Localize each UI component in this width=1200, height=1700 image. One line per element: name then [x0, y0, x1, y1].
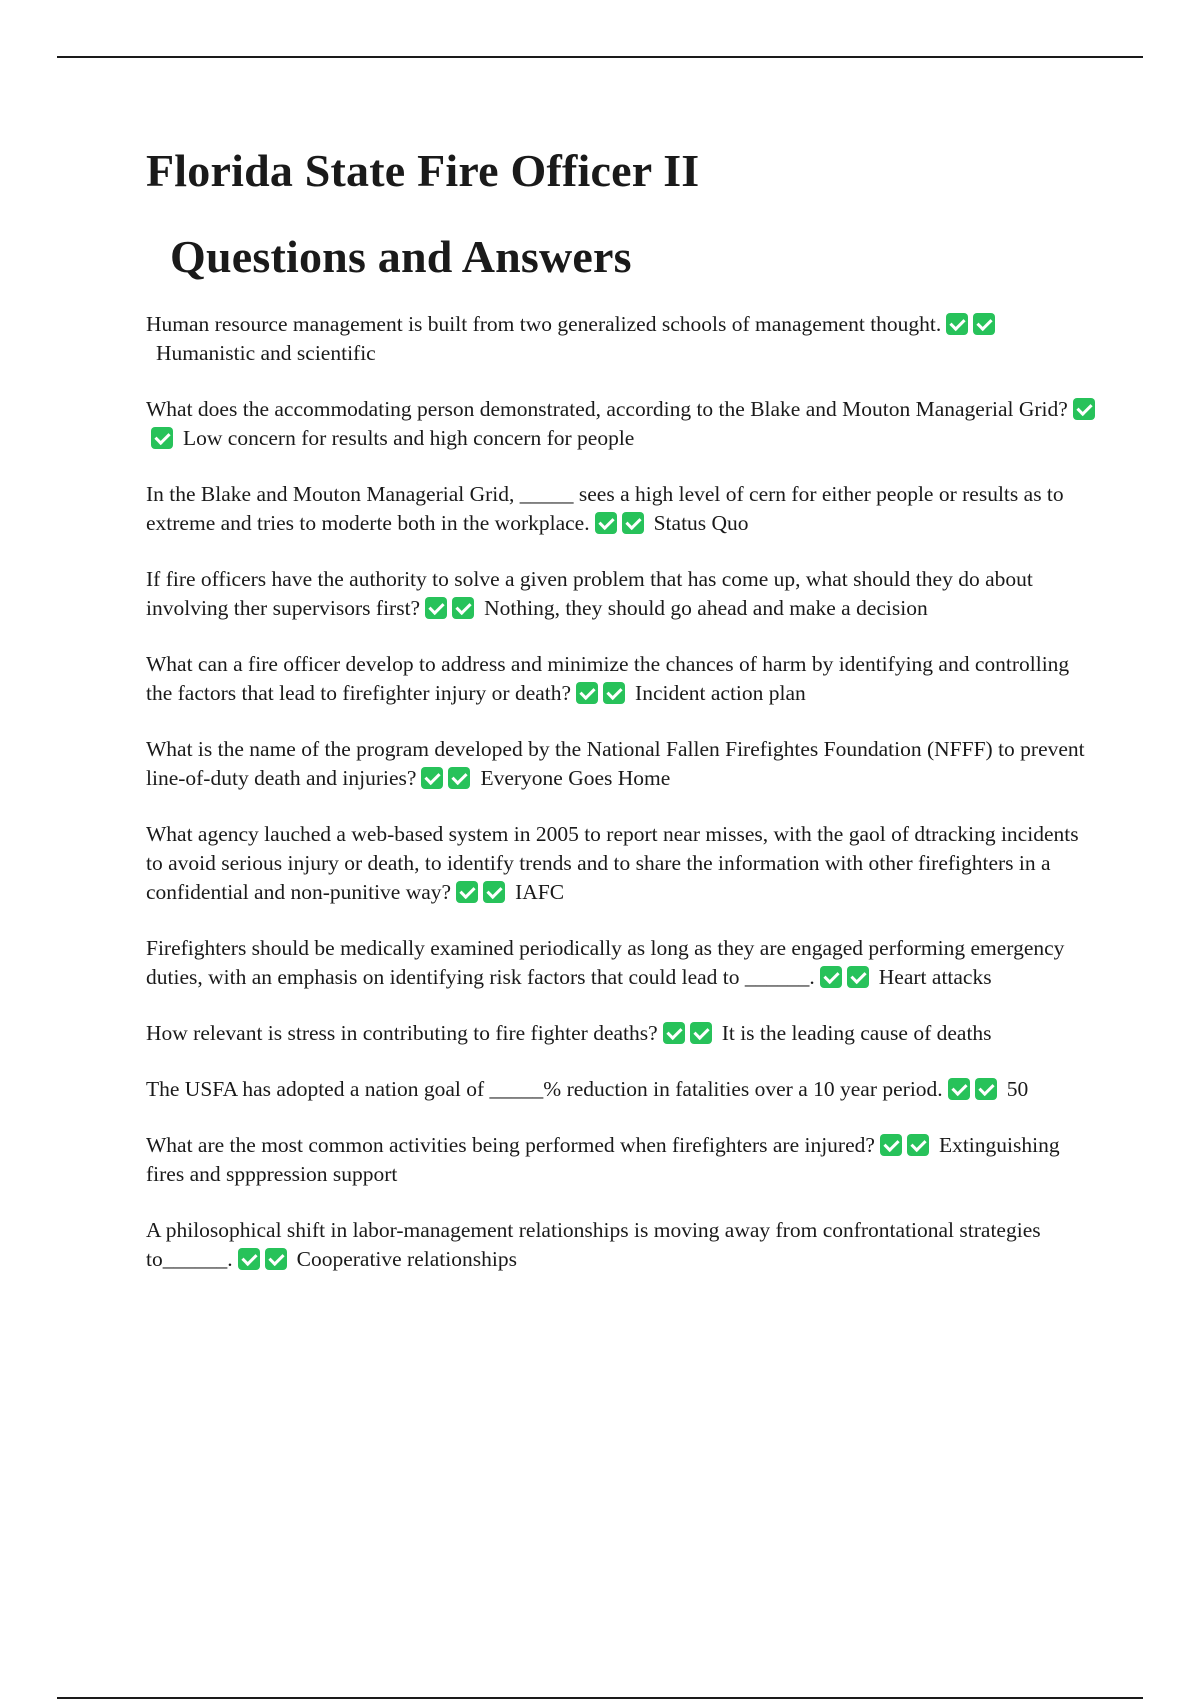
check-mark-icon: [151, 427, 173, 449]
check-mark-icon: [622, 512, 644, 534]
answer-text: Extinguishing fires and spppression support: [146, 1133, 1060, 1186]
answer-text: Low concern for results and high concern for people: [183, 426, 635, 450]
check-mark-icon: [1073, 398, 1095, 420]
qa-item: [146, 1216, 1096, 1274]
answer-text: IAFC: [515, 880, 565, 904]
check-mark-icon: [948, 1078, 970, 1100]
qa-item: [146, 565, 1096, 623]
qa-item: [146, 820, 1096, 907]
check-mark-icon: [265, 1248, 287, 1270]
qa-item: [146, 1075, 1096, 1104]
check-mark-icon: [452, 597, 474, 619]
check-mark-icon: [238, 1248, 260, 1270]
question-text: Firefighters should be medically examined periodically as long as they are engaged performing emergency duties, with an emphasis on identifying risk factors that could lead to ______.: [146, 936, 1065, 989]
check-mark-icon: [576, 682, 598, 704]
check-mark-icon: [425, 597, 447, 619]
top-rule: [57, 56, 1143, 58]
answer-text: Humanistic and scientific: [156, 341, 376, 365]
answer-text: 50: [1006, 1077, 1029, 1101]
check-mark-icon: [483, 881, 505, 903]
qa-item: [146, 1019, 1096, 1048]
answer-text: Everyone Goes Home: [480, 766, 671, 790]
check-mark-icon: [448, 767, 470, 789]
qa-item: [146, 395, 1096, 453]
document-title: Florida State Fire Officer II: [146, 145, 700, 196]
answer-text: It is the leading cause of deaths: [721, 1021, 992, 1045]
check-mark-icon: [663, 1022, 685, 1044]
qa-list: [146, 310, 1096, 1301]
question-text: How relevant is stress in contributing to fire fighter deaths?: [146, 1021, 658, 1045]
question-text: If fire officers have the authority to solve a given problem that has come up, what should they do about involving ther supervisors first?: [146, 567, 1033, 620]
check-mark-icon: [820, 966, 842, 988]
question-text: A philosophical shift in labor-management relationships is moving away from confrontational strategies to______.: [146, 1218, 1041, 1271]
question-text: Human resource management is built from two generalized schools of management thought.: [146, 312, 942, 336]
question-text: What does the accommodating person demonstrated, according to the Blake and Mouton Managerial Grid?: [146, 397, 1068, 421]
check-mark-icon: [421, 767, 443, 789]
qa-item: [146, 1131, 1096, 1189]
qa-item: [146, 480, 1096, 538]
question-text: What are the most common activities being performed when firefighters are injured?: [146, 1133, 875, 1157]
answer-text: Status Quo: [653, 511, 749, 535]
check-mark-icon: [847, 966, 869, 988]
question-text: What agency lauched a web-based system in 2005 to report near misses, with the gaol of dtracking incidents to avoid serious injury or death, to identify trends and to share the information with other firefighters in a confidential and non-punitive way?: [146, 822, 1079, 904]
question-text: What can a fire officer develop to address and minimize the chances of harm by identifying and controlling the factors that lead to firefighter injury or death?: [146, 652, 1070, 705]
document-subtitle: Questions and Answers: [170, 231, 632, 282]
check-mark-icon: [907, 1134, 929, 1156]
check-mark-icon: [946, 313, 968, 335]
answer-text: Incident action plan: [635, 681, 806, 705]
qa-item: [146, 310, 1096, 368]
qa-item: [146, 735, 1096, 793]
check-mark-icon: [880, 1134, 902, 1156]
check-mark-icon: [603, 682, 625, 704]
question-text: The USFA has adopted a nation goal of _____% reduction in fatalities over a 10 year period.: [146, 1077, 943, 1101]
check-mark-icon: [690, 1022, 712, 1044]
check-mark-icon: [975, 1078, 997, 1100]
answer-text: Nothing, they should go ahead and make a decision: [484, 596, 928, 620]
question-text: In the Blake and Mouton Managerial Grid, _____ sees a high level of cern for either people or results as to extreme and tries to moderte both in the workplace.: [146, 482, 1064, 535]
question-text: What is the name of the program developed by the National Fallen Firefightes Foundation (NFFF) to prevent line-of-duty death and injuries?: [146, 737, 1085, 790]
qa-item: [146, 650, 1096, 708]
bottom-rule: [57, 1697, 1143, 1699]
qa-item: [146, 934, 1096, 992]
check-mark-icon: [456, 881, 478, 903]
answer-text: Heart attacks: [878, 965, 992, 989]
check-mark-icon: [973, 313, 995, 335]
check-mark-icon: [595, 512, 617, 534]
answer-text: Cooperative relationships: [296, 1247, 517, 1271]
